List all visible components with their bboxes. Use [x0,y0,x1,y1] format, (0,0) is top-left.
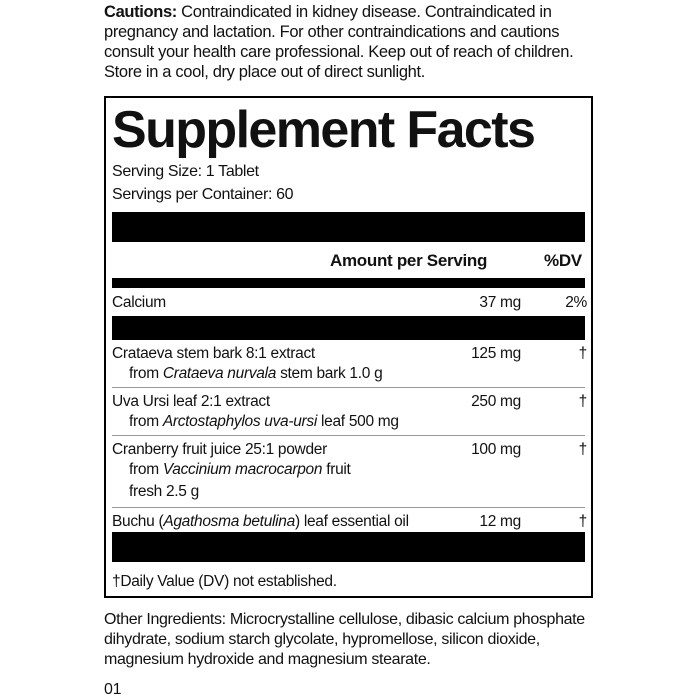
ingredient-dv: † [578,441,587,458]
ingredient-name: Uva Ursi leaf 2:1 extract [112,393,270,410]
serving-size: Serving Size: 1 Tablet [112,163,259,180]
ingredient-source: from Vaccinium macrocarpon fruit [129,461,351,478]
nutrient-name-calcium: Calcium [112,294,166,311]
divider-bar-header [112,278,585,288]
cautions-body: Contraindicated in kidney disease. Contraindicated in pregnancy and lactation. For other contraindications and cautions consult your health care professional. Keep out of reach of children. Store in a cool, dry place out of direct sunlight. [104,3,574,81]
row-divider [112,507,585,508]
lot-code: 01 [104,681,122,698]
ingredient-amount: 250 mg [471,393,521,410]
ingredient-amount: 12 mg [479,513,521,530]
ingredient-name: Crataeva stem bark 8:1 extract [112,345,315,362]
ingredient-name: Cranberry fruit juice 25:1 powder [112,441,327,458]
ingredient-dv: † [578,345,587,362]
facts-title: Supplement Facts [112,101,535,159]
cautions-text [104,2,604,82]
header-dv: %DV [544,251,582,270]
divider-bar-bottom [112,532,585,562]
ingredient-dv: † [578,393,587,410]
header-amount-per-serving: Amount per Serving [330,251,488,270]
ingredient-amount: 125 mg [471,345,521,362]
other-ingredients: Other Ingredients: Microcrystalline cellulose, dibasic calcium phosphate dihydrate, sodium starch glycolate, hypromellose, silicon dioxide, magnesium hydroxide and magnesium stearate. [104,611,585,668]
nutrient-dv-calcium: 2% [565,294,587,311]
cautions-label: Cautions: [104,3,177,21]
ingredient-source: from Crataeva nurvala stem bark 1.0 g [129,365,383,382]
row-divider [112,387,585,388]
ingredient-amount: 100 mg [471,441,521,458]
nutrient-amount-calcium: 37 mg [479,294,521,311]
ingredient-name: Buchu (Agathosma betulina) leaf essential oil [112,513,409,530]
divider-bar-middle [112,316,585,340]
ingredient-dv: † [578,513,587,530]
row-divider [112,435,585,436]
ingredient-source: from Arctostaphylos uva-ursi leaf 500 mg [129,413,399,430]
ingredient-source-continued: fresh 2.5 g [129,483,199,500]
daily-value-footnote: †Daily Value (DV) not established. [112,573,337,590]
servings-per-container: Servings per Container: 60 [112,186,294,203]
supplement-facts-panel [104,96,593,598]
divider-bar-top [112,212,585,242]
